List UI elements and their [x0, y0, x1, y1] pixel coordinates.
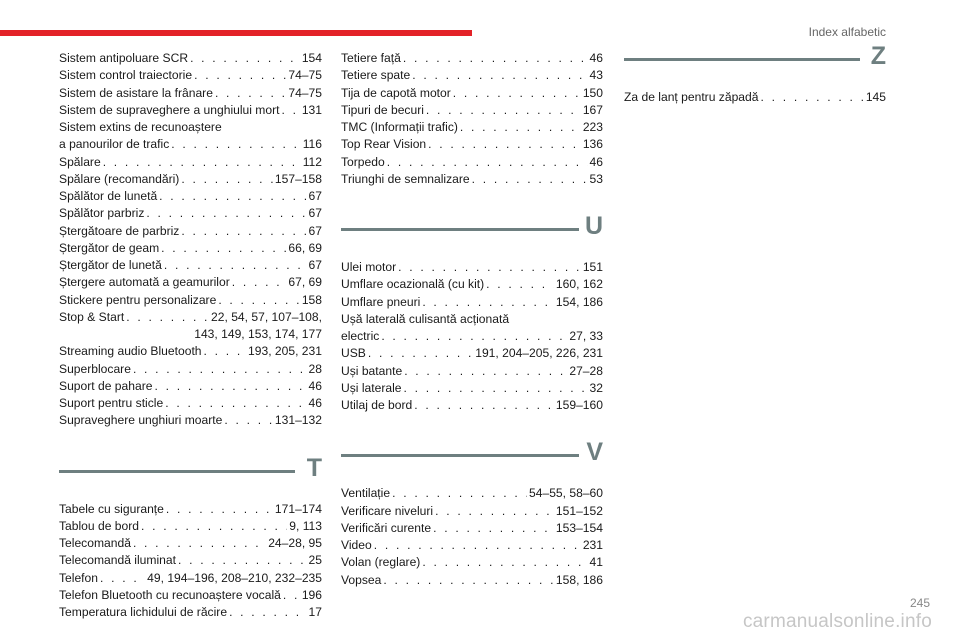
index-entry-pages: 46: [308, 378, 322, 393]
index-entry-pages: 22, 54, 57, 107–108,: [211, 309, 322, 324]
index-entry-pages: 46: [589, 51, 603, 65]
dot-leader: [404, 380, 588, 397]
index-entry-label: Spălare: [59, 154, 101, 169]
index-entry-label: Top Rear Vision: [341, 137, 427, 152]
entry-list: [59, 50, 322, 430]
dot-leader: [381, 328, 567, 345]
index-entry-label: Tablou de bord: [59, 518, 140, 533]
dot-leader: [422, 294, 554, 311]
index-entry: [59, 240, 322, 257]
index-entry-pages: 46: [589, 154, 603, 169]
index-entry-pages: 193, 205, 231: [248, 344, 322, 359]
dot-leader: [194, 67, 286, 84]
section-header-t: [59, 453, 322, 498]
index-entry-label: a panourilor de trafic: [59, 137, 170, 152]
index-entry: [341, 67, 603, 84]
section-rule: [624, 58, 860, 61]
index-entry-pages: 28: [308, 361, 322, 376]
index-entry-label: Ventilație: [341, 486, 391, 501]
index-entry-label: Suport de pahare: [59, 378, 153, 393]
index-entry: [341, 136, 603, 153]
section-letter: U: [584, 212, 603, 240]
index-entry-pages: 154: [301, 51, 322, 65]
index-entry: [59, 412, 322, 429]
dot-leader: [414, 397, 554, 414]
index-entry-pages: 158, 186: [555, 572, 603, 587]
index-entry-label: Sistem antipoluare SCR: [59, 51, 189, 65]
index-entry-label: Superblocare: [59, 361, 131, 376]
index-entry-pages: 43: [589, 68, 603, 83]
index-entry: [341, 503, 603, 520]
index-entry-label: Uși laterale: [341, 380, 402, 395]
dot-leader: [433, 520, 554, 537]
dot-leader: [190, 50, 300, 67]
index-entry-pages: 231: [582, 538, 603, 552]
dot-leader: [178, 552, 307, 569]
dot-leader: [165, 395, 306, 412]
index-entry: [624, 89, 886, 106]
index-entry-label: Umflare ocazională (cu kit): [341, 277, 485, 292]
dot-leader: [472, 171, 588, 188]
index-entry: [59, 343, 322, 360]
index-entry-pages: 67: [308, 258, 322, 272]
index-entry: [59, 50, 322, 67]
section-rule: [341, 454, 579, 457]
section-rule: [59, 470, 295, 473]
index-entry: [341, 537, 603, 554]
index-entry-label: Telefon: [59, 570, 98, 585]
dot-leader: [164, 257, 307, 274]
index-entry: [341, 397, 603, 414]
dot-leader: [282, 102, 300, 119]
index-entry: [59, 274, 322, 291]
dot-leader: [146, 205, 306, 222]
index-entry-pages: 66, 69: [288, 240, 322, 255]
index-entry-pages: 67: [308, 206, 322, 221]
index-entry-pages: 112: [302, 154, 322, 169]
dot-leader: [392, 485, 527, 502]
entry-list: [341, 259, 603, 414]
index-entry-pages: 54–55, 58–60: [529, 486, 603, 501]
index-entry-label: Tija de capotă motor: [341, 85, 451, 100]
index-entry-label: Ștergătoare de parbriz: [59, 223, 180, 238]
index-entry: [59, 535, 322, 552]
index-entry-label: Tipuri de becuri: [341, 102, 424, 117]
section-header-z: [624, 42, 886, 86]
index-entry-pages: 151: [582, 260, 603, 274]
section-letter: T: [306, 453, 322, 482]
index-entry-label: Sistem de supraveghere a unghiului mort: [59, 102, 280, 117]
dot-leader: [426, 102, 581, 119]
index-entry: [341, 380, 603, 397]
index-entry-label: Tabele cu siguranțe: [59, 501, 164, 516]
index-entry-label: electric: [341, 329, 380, 343]
index-entry: [59, 361, 322, 378]
dot-leader: [229, 604, 306, 621]
page-header-title: Index alfabetic: [808, 25, 886, 39]
index-entry-label: Sistem de asistare la frânare: [59, 85, 213, 100]
dot-leader: [161, 240, 286, 257]
index-entry: [59, 395, 322, 412]
index-entry: [341, 276, 603, 293]
index-entry-pages: 116: [302, 137, 322, 152]
dot-leader: [103, 154, 301, 171]
index-entry: [59, 570, 322, 587]
dot-leader: [403, 50, 588, 67]
index-entry-pages: 223: [582, 120, 603, 134]
dot-leader: [154, 378, 306, 395]
index-entry: [341, 554, 603, 571]
dot-leader: [166, 501, 273, 518]
index-entry-label: Telecomandă iluminat: [59, 553, 176, 568]
index-entry: [59, 552, 322, 569]
index-entry-label: Volan (reglare): [341, 555, 421, 570]
index-entry: [59, 223, 322, 240]
index-entry: [341, 85, 603, 102]
entry-list: [341, 485, 603, 589]
accent-bar: [0, 30, 472, 36]
dot-leader: [232, 274, 287, 291]
index-entry-pages: 196: [301, 587, 322, 602]
index-entry-label: Utilaj de bord: [341, 398, 413, 412]
index-entry-label: Triunghi de semnalizare: [341, 171, 470, 186]
index-entry: [341, 154, 603, 171]
index-entry-label: Ulei motor: [341, 260, 397, 274]
index-entry-pages: 157–158: [274, 171, 322, 186]
index-entry: [59, 67, 322, 84]
index-entry-pages-continued: 143, 149, 153, 174, 177: [194, 327, 322, 341]
dot-leader: [215, 85, 286, 102]
dot-leader: [224, 412, 273, 429]
index-entry: [59, 309, 322, 326]
index-entry: [59, 518, 322, 535]
index-entry: [341, 171, 603, 188]
index-entry-pages: 153–154: [555, 520, 603, 535]
index-entry-label: Ștergere automată a geamurilor: [59, 275, 230, 290]
index-entry: [59, 171, 322, 188]
index-entry: [59, 604, 322, 621]
index-entry: [59, 501, 322, 518]
dot-leader: [404, 363, 567, 380]
index-entry-pages: 191, 204–205, 226, 231: [475, 346, 603, 361]
index-entry-pages: 27, 33: [569, 329, 603, 343]
index-entry-label: TMC (Informații trafic): [341, 120, 458, 134]
index-entry: [59, 154, 322, 171]
index-entry-label: Ușă laterală culisantă acționată: [341, 311, 510, 326]
dot-leader: [133, 361, 307, 378]
index-entry-pages: 151–152: [555, 503, 603, 518]
index-entry: [341, 485, 603, 502]
dot-leader: [387, 154, 588, 171]
index-entry-label: Spălare (recomandări): [59, 171, 180, 186]
dot-leader: [428, 136, 581, 153]
dot-leader: [453, 85, 581, 102]
index-entry-pages: 67: [308, 223, 322, 238]
index-entry: [59, 587, 322, 604]
index-entry-pages: 25: [308, 553, 322, 568]
index-entry-pages: 150: [582, 85, 603, 100]
index-entry-pages: 9, 113: [289, 518, 322, 533]
dot-leader: [368, 345, 473, 362]
dot-leader: [422, 554, 587, 571]
section-rule: [341, 228, 579, 231]
index-entry-pages: 131: [301, 102, 322, 117]
dot-leader: [460, 119, 581, 136]
index-entry-label: Umflare pneuri: [341, 294, 421, 309]
index-entry-pages: 136: [582, 137, 603, 152]
entry-list: [341, 50, 603, 188]
dot-leader: [171, 136, 300, 153]
dot-leader: [100, 570, 145, 587]
index-entry: [341, 50, 603, 67]
dot-leader: [159, 188, 306, 205]
index-entry-label: Telecomandă: [59, 536, 131, 550]
index-entry-label: Za de lanț pentru zăpadă: [624, 90, 759, 104]
index-entry: [59, 136, 322, 153]
index-entry: [341, 572, 603, 589]
index-entry-pages: 74–75: [288, 68, 322, 83]
index-entry: [341, 520, 603, 537]
dot-leader: [486, 276, 554, 293]
entry-list: [624, 89, 886, 106]
dot-leader: [181, 171, 273, 188]
index-entry-pages: 154, 186: [555, 294, 603, 309]
dot-leader: [398, 259, 581, 276]
section-letter: V: [586, 438, 603, 467]
index-entry-label: Spălător parbriz: [59, 206, 145, 221]
index-entry-pages: 74–75: [288, 85, 322, 100]
index-entry-label: Sistem control traiectorie: [59, 68, 193, 83]
watermark-text: carmanualsonline.info: [742, 611, 932, 632]
dot-leader: [383, 572, 554, 589]
dot-leader: [141, 518, 287, 535]
index-entry-pages: 17: [308, 605, 322, 619]
entry-list: [59, 501, 322, 622]
dot-leader: [374, 537, 581, 554]
dot-leader: [218, 292, 300, 309]
index-entry-label: Ștergător de geam: [59, 240, 160, 255]
index-entry: [341, 119, 603, 136]
index-entry-label: Vopsea: [341, 572, 382, 587]
index-entry-pages: 53: [589, 171, 603, 186]
index-entry: [59, 292, 322, 309]
section-letter: Z: [870, 42, 886, 70]
index-entry-pages: 145: [865, 90, 886, 104]
index-entry-pages: 24–28, 95: [268, 536, 322, 550]
index-entry-pages: 67, 69: [288, 275, 322, 290]
section-header-u: [341, 212, 603, 256]
dot-leader: [126, 309, 209, 326]
index-entry-label: Uși batante: [341, 363, 403, 378]
index-column-1: [59, 50, 322, 621]
dot-leader: [412, 67, 587, 84]
index-entry-pages: 160, 162: [555, 277, 603, 292]
index-entry-label: Stickere pentru personalizare: [59, 292, 217, 307]
index-entry-label: Suport pentru sticle: [59, 396, 164, 410]
index-entry-label: USB: [341, 346, 366, 361]
index-entry: [59, 205, 322, 222]
section-header-v: [341, 438, 603, 482]
index-entry-pages: 159–160: [555, 398, 603, 412]
dot-leader: [435, 503, 554, 520]
index-entry-pages: 67: [308, 189, 322, 203]
index-column-3: [624, 42, 886, 106]
index-entry-pages: 32: [589, 380, 603, 395]
index-entry: [341, 363, 603, 380]
index-entry: [341, 328, 603, 345]
index-entry: [341, 259, 603, 276]
index-entry-label: Streaming audio Bluetooth: [59, 344, 202, 359]
index-entry-pages: 27–28: [569, 363, 603, 378]
index-entry-label: Tetiere spate: [341, 68, 411, 83]
index-entry: [59, 378, 322, 395]
index-entry-pages: 49, 194–196, 208–210, 232–235: [147, 570, 322, 585]
index-entry-pages: 171–174: [274, 501, 322, 516]
index-entry-label: Spălător de lunetă: [59, 189, 158, 203]
index-entry: [59, 257, 322, 274]
index-entry-label: Temperatura lichidului de răcire: [59, 605, 228, 619]
dot-leader: [204, 343, 246, 360]
index-entry: [59, 85, 322, 102]
index-entry-label: Tetiere față: [341, 51, 401, 65]
index-entry-label: Telefon Bluetooth cu recunoaștere vocală: [59, 587, 281, 602]
index-entry: [341, 102, 603, 119]
index-entry-label: Stop & Start: [59, 309, 125, 324]
index-entry-label: Sistem extins de recunoaștere: [59, 120, 222, 134]
page-number: 245: [909, 596, 930, 610]
index-entry-label: Ștergător de lunetă: [59, 258, 162, 272]
dot-leader: [181, 223, 306, 240]
index-entry: [341, 294, 603, 311]
index-entry-pages: 158: [301, 292, 322, 307]
index-entry-label: Verificare niveluri: [341, 503, 434, 518]
index-entry-pages: 46: [308, 396, 322, 410]
index-entry-label: Torpedo: [341, 154, 385, 169]
index-column-2: [341, 50, 603, 589]
index-entry: [59, 188, 322, 205]
index-entry: [341, 345, 603, 362]
index-entry: [59, 102, 322, 119]
dot-leader: [283, 587, 300, 604]
dot-leader: [760, 89, 863, 106]
index-entry-pages: 41: [589, 555, 603, 570]
index-entry-pages: 167: [582, 102, 603, 117]
index-entry-pages: 131–132: [274, 413, 322, 428]
index-entry-label: Video: [341, 538, 372, 552]
index-entry-label: Verificări curente: [341, 520, 432, 535]
index-entry-label: Supraveghere unghiuri moarte: [59, 413, 223, 428]
dot-leader: [133, 535, 266, 552]
